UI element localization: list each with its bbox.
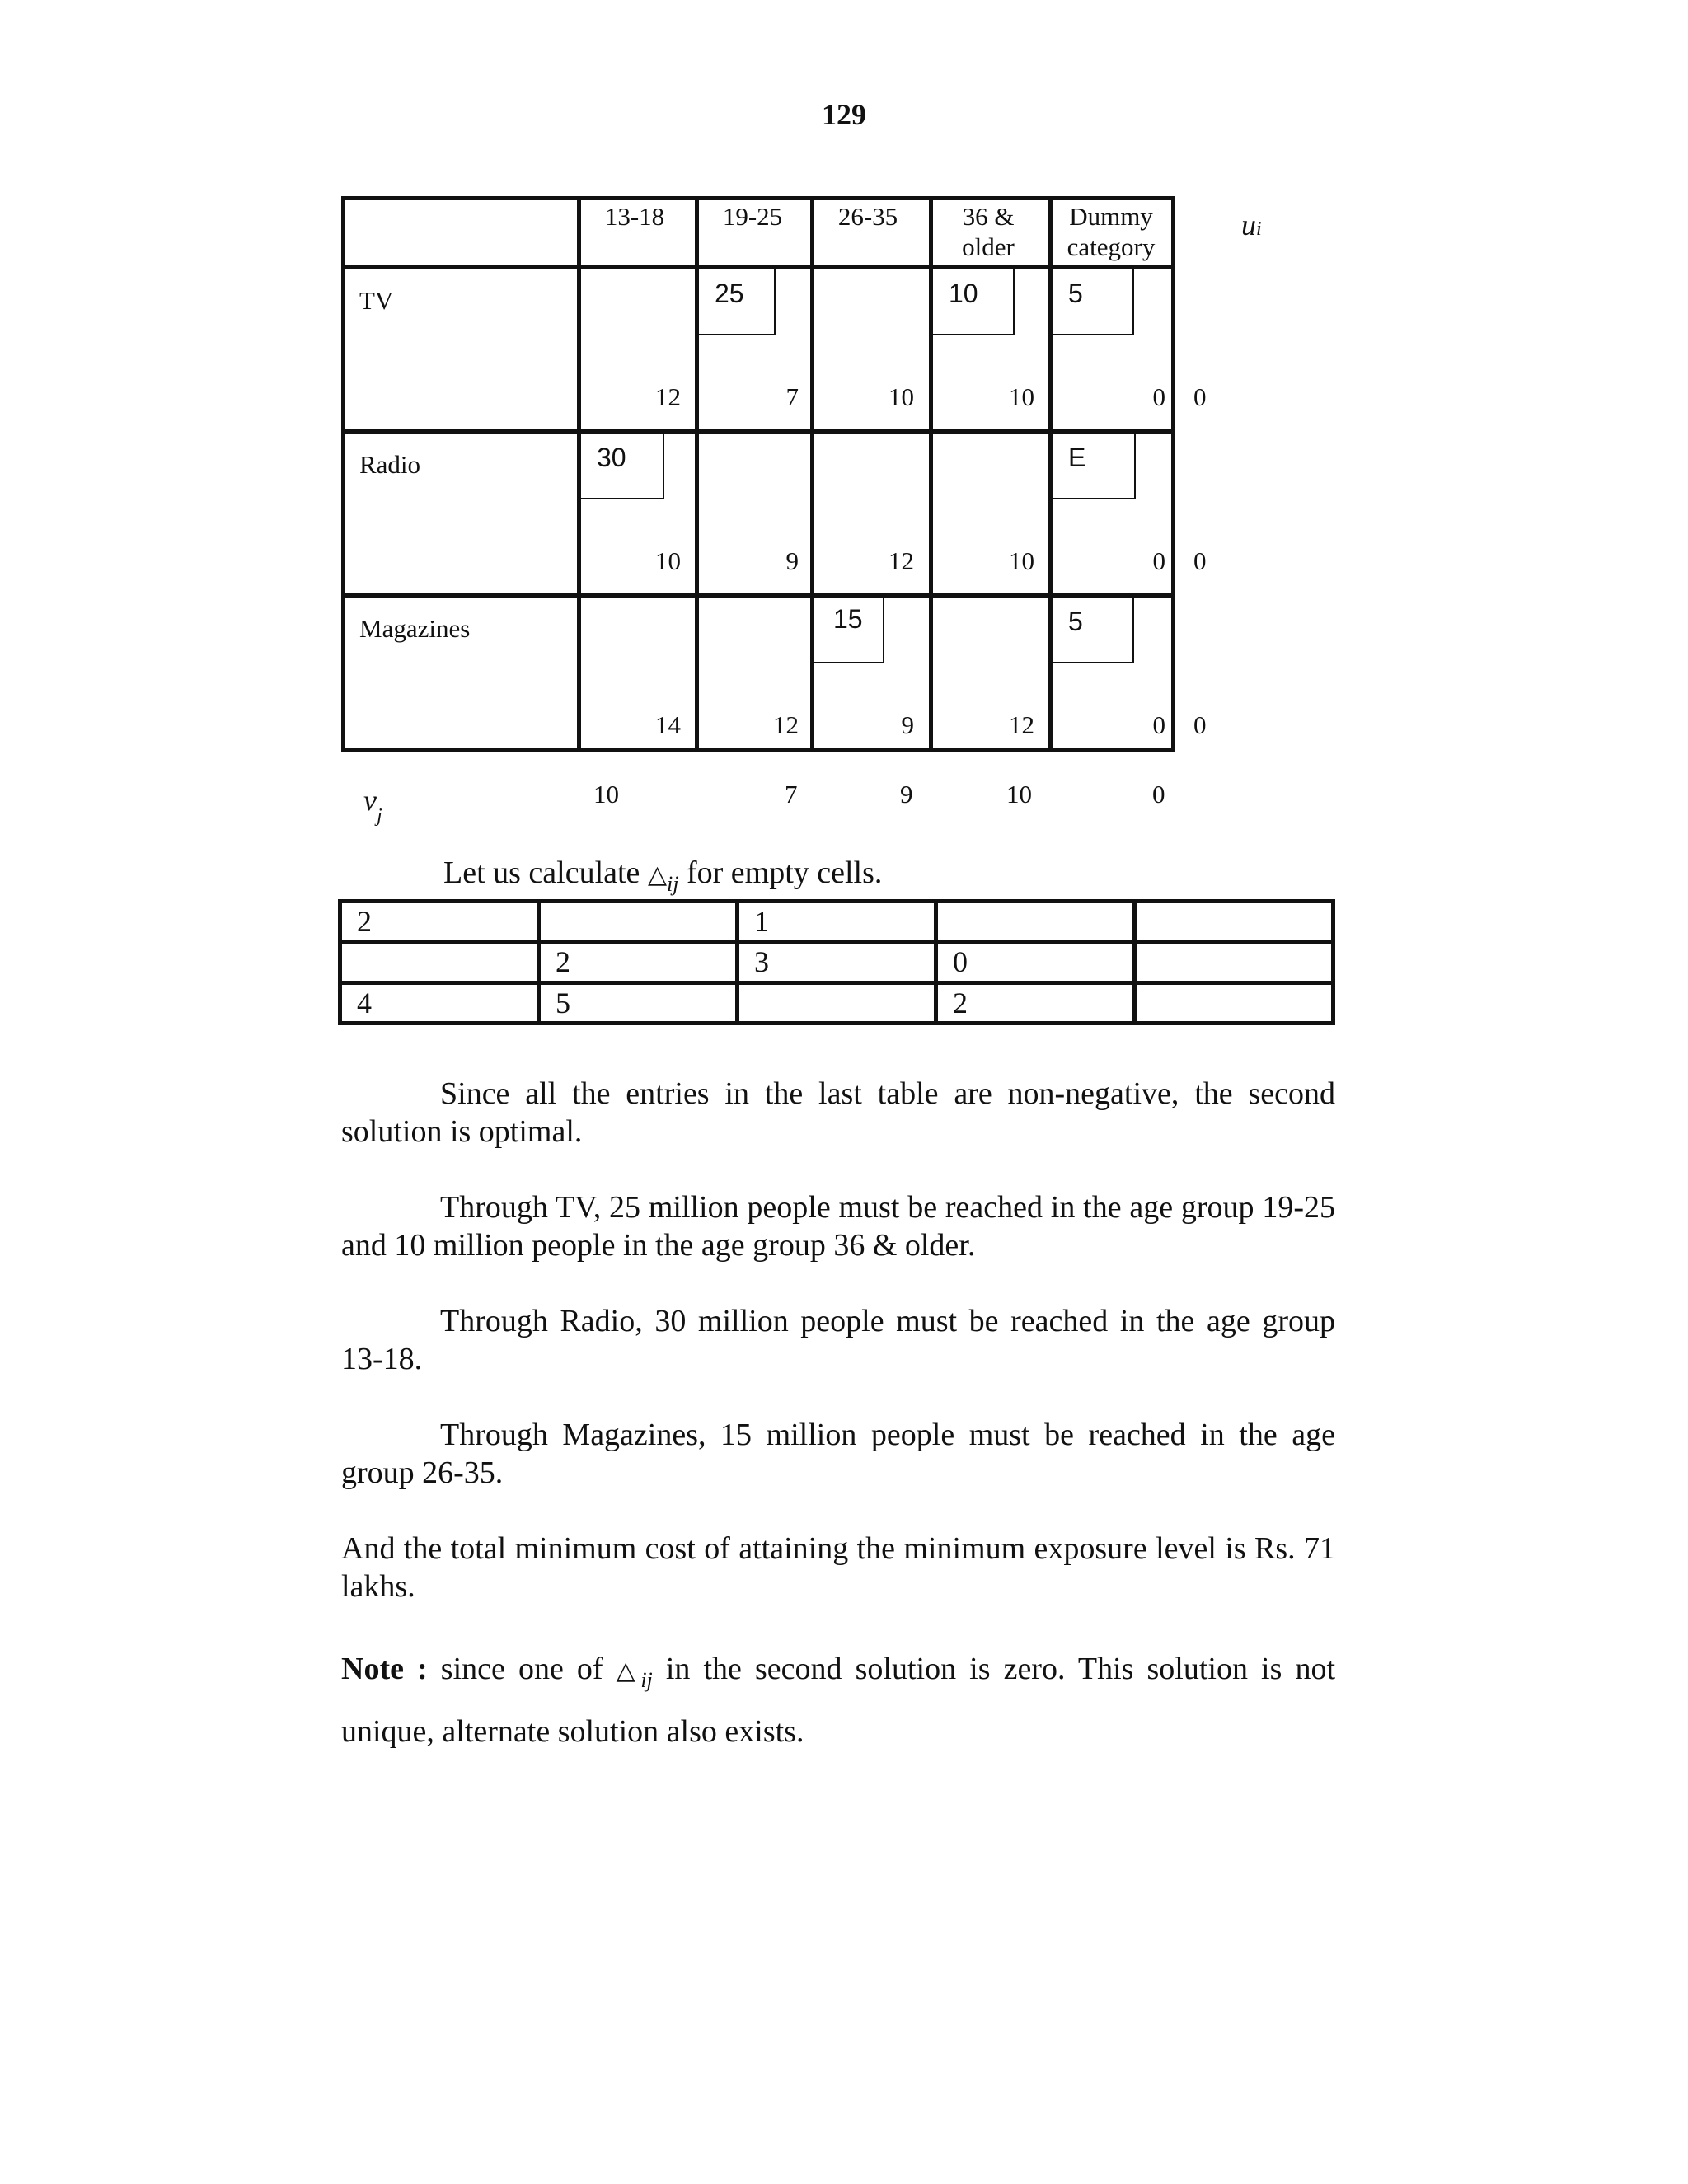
cost-tv-dummy: 0 bbox=[1152, 382, 1165, 411]
cost-radio-36-older: 10 bbox=[1009, 546, 1034, 575]
delta-cell bbox=[936, 902, 1135, 942]
v-j-label bbox=[363, 783, 382, 827]
allocation-magazines-26-35: 15 bbox=[812, 598, 884, 663]
delta-row bbox=[340, 902, 1334, 942]
col-header-36-older: 36 & older bbox=[962, 202, 1015, 261]
cost-magazines-36-older: 12 bbox=[1009, 710, 1034, 739]
row-label-tv: TV bbox=[359, 286, 394, 315]
cost-magazines-13-18: 14 bbox=[655, 710, 681, 739]
delta-table bbox=[338, 899, 1335, 1025]
cost-tv-13-18: 12 bbox=[655, 382, 681, 411]
allocation-magazines-dummy: 5 bbox=[1050, 598, 1134, 663]
note-delta-symbol: △ bbox=[616, 1657, 641, 1685]
delta-cell: 2 bbox=[340, 902, 539, 942]
delta-cell: 3 bbox=[738, 942, 936, 982]
cost-magazines-dummy: 0 bbox=[1152, 710, 1165, 739]
note-before: since one of bbox=[440, 1652, 603, 1686]
v-subscript: j bbox=[376, 805, 382, 827]
delta-cell bbox=[1135, 942, 1334, 982]
u-tv: 0 bbox=[1193, 382, 1207, 411]
cost-radio-13-18: 10 bbox=[655, 546, 681, 575]
cost-tv-26-35: 10 bbox=[889, 382, 914, 411]
v-36-older: 10 bbox=[1006, 780, 1032, 808]
note-after: in the second solution is zero. This solution is not unique, alternate solution also exists. bbox=[341, 1652, 1336, 1749]
cost-radio-26-35: 12 bbox=[889, 546, 914, 575]
v-13-18: 10 bbox=[593, 780, 619, 808]
u-radio: 0 bbox=[1193, 546, 1207, 575]
cost-radio-dummy: 0 bbox=[1152, 546, 1165, 575]
row-label-radio: Radio bbox=[359, 450, 421, 479]
paragraph-optimal: Since all the entries in the last table are non-negative, the second solution is optimal. bbox=[341, 1076, 1335, 1149]
col-header-26-35: 26-35 bbox=[837, 202, 898, 231]
table-grid-line bbox=[810, 196, 814, 752]
col-header-13-18: 13-18 bbox=[604, 202, 665, 231]
delta-cell bbox=[539, 902, 738, 942]
delta-cell: 2 bbox=[936, 982, 1135, 1023]
table-grid-line bbox=[341, 748, 1175, 752]
cost-magazines-26-35: 9 bbox=[901, 710, 914, 739]
delta-intro-after: for empty cells. bbox=[686, 855, 883, 890]
u-subscript: i bbox=[1256, 218, 1262, 240]
cost-tv-19-25: 7 bbox=[785, 382, 799, 411]
delta-subscript: ij bbox=[667, 872, 679, 896]
v-19-25: 7 bbox=[785, 780, 798, 808]
u-symbol: u bbox=[1241, 209, 1256, 241]
allocation-tv-19-25: 25 bbox=[696, 269, 776, 335]
cost-magazines-19-25: 12 bbox=[773, 710, 799, 739]
col-header-19-25: 19-25 bbox=[722, 202, 783, 231]
note-delta-subscript: ij bbox=[640, 1668, 653, 1692]
v-symbol: v bbox=[363, 784, 377, 817]
table-grid-line bbox=[341, 196, 345, 752]
delta-cell: 1 bbox=[738, 902, 936, 942]
paragraph-note bbox=[341, 1643, 1335, 1757]
paragraph-tv: Through TV, 25 million people must be reached in the age group 19-25 and 10 million people in the age group 36 & older. bbox=[341, 1190, 1335, 1263]
delta-cell: 2 bbox=[539, 942, 738, 982]
paragraph-total-cost: And the total minimum cost of attaining the minimum exposure level is Rs. 71 lakhs. bbox=[341, 1531, 1335, 1604]
paragraph-magazines: Through Magazines, 15 million people must be reached in the age group 26-35. bbox=[341, 1418, 1335, 1490]
table-grid-line bbox=[341, 196, 1175, 200]
delta-cell: 0 bbox=[936, 942, 1135, 982]
allocation-tv-36-older: 10 bbox=[931, 269, 1015, 335]
delta-row bbox=[340, 982, 1334, 1023]
v-26-35: 9 bbox=[900, 780, 913, 808]
cost-tv-36-older: 10 bbox=[1009, 382, 1034, 411]
col-header-dummy: Dummy category bbox=[1067, 202, 1156, 261]
page-number: 129 bbox=[822, 98, 866, 131]
table-grid-line bbox=[1171, 196, 1175, 752]
allocation-radio-13-18: 30 bbox=[579, 434, 664, 499]
delta-cell bbox=[1135, 902, 1334, 942]
cost-radio-19-25: 9 bbox=[785, 546, 799, 575]
delta-row bbox=[340, 942, 1334, 982]
allocation-radio-dummy: E bbox=[1050, 434, 1136, 499]
delta-cell bbox=[1135, 982, 1334, 1023]
delta-cell: 4 bbox=[340, 982, 539, 1023]
delta-symbol: △ bbox=[647, 860, 668, 889]
delta-cell bbox=[340, 942, 539, 982]
delta-cell: 5 bbox=[539, 982, 738, 1023]
v-dummy: 0 bbox=[1152, 780, 1165, 808]
allocation-tv-dummy: 5 bbox=[1050, 269, 1134, 335]
delta-intro-before: Let us calculate bbox=[443, 855, 640, 890]
u-i-label bbox=[1241, 208, 1262, 242]
u-magazines: 0 bbox=[1193, 710, 1207, 739]
note-label: Note : bbox=[341, 1652, 428, 1686]
row-label-magazines: Magazines bbox=[359, 614, 471, 643]
paragraph-radio: Through Radio, 30 million people must be reached in the age group 13-18. bbox=[341, 1304, 1335, 1376]
delta-cell bbox=[738, 982, 936, 1023]
delta-intro bbox=[443, 854, 882, 903]
